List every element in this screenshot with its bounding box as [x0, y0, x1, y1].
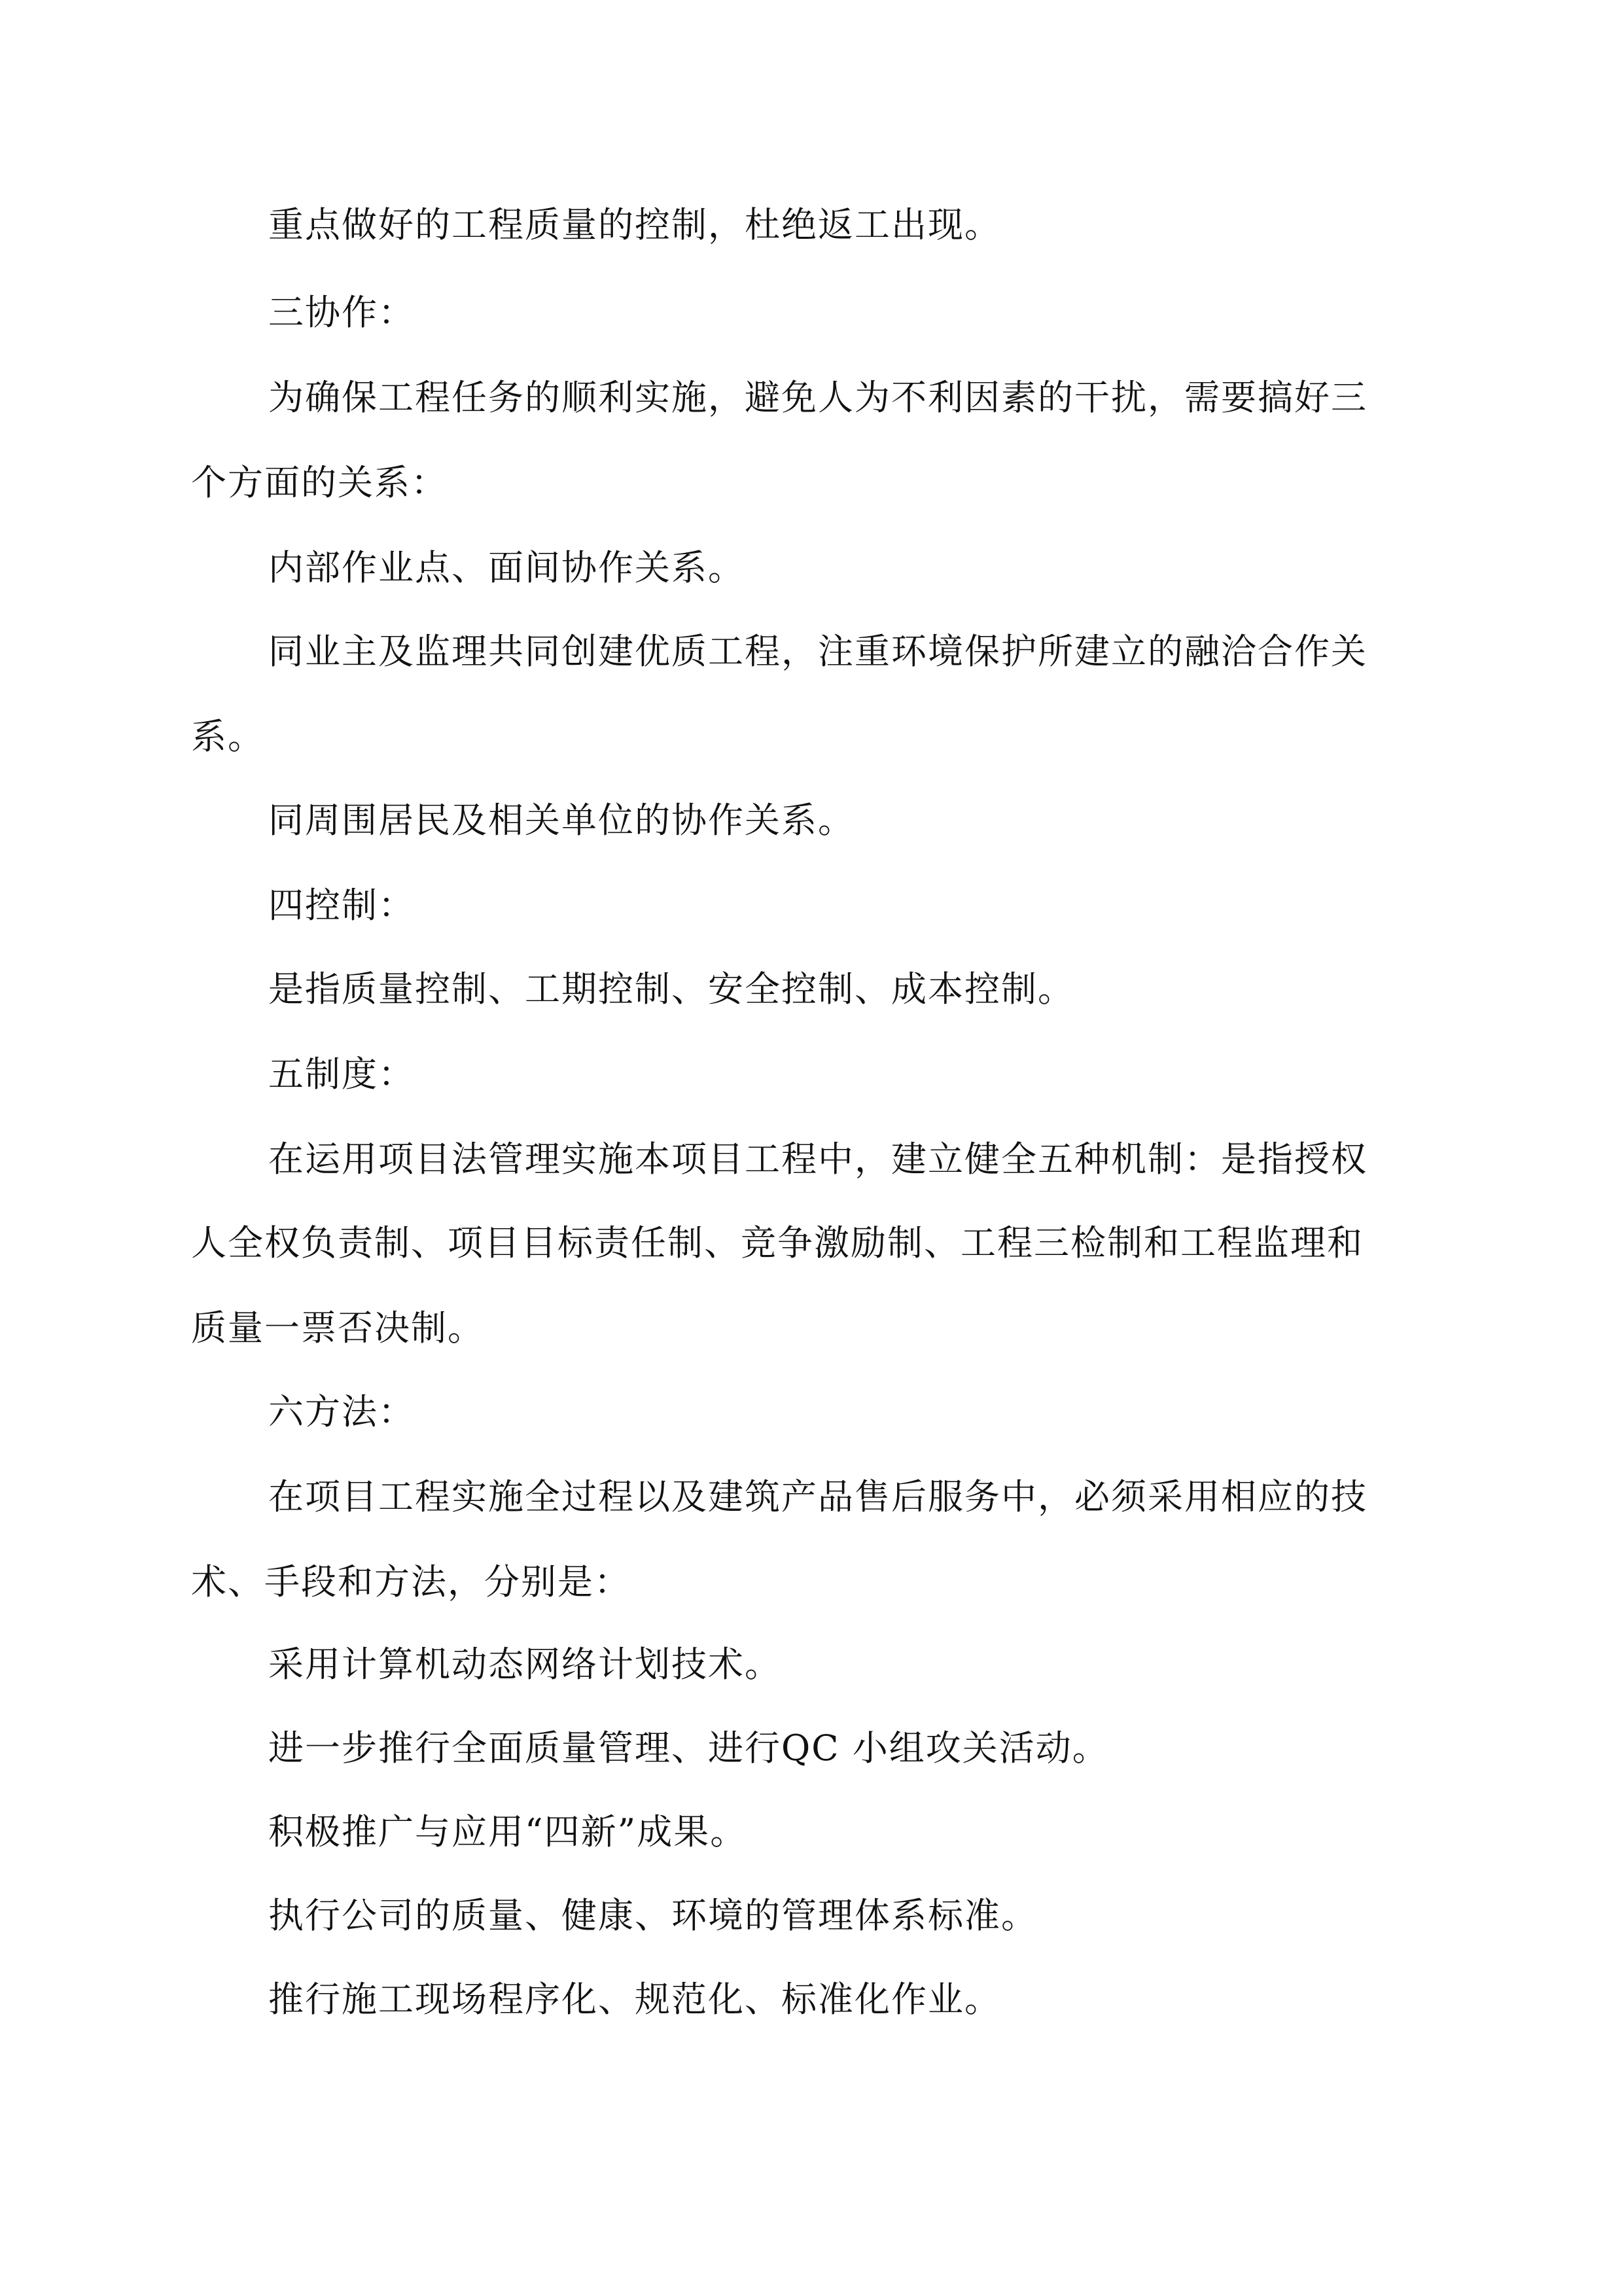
paragraph-owner-cooperation-line-2: 系。 — [191, 716, 264, 757]
heading-four-controls: 四控制： — [268, 885, 415, 926]
list-item-standardized-operation: 推行施工现场程序化、规范化、标准化作业。 — [268, 1979, 1001, 2020]
paragraph-five-systems-line-3: 质量一票否决制。 — [191, 1307, 484, 1349]
list-item-four-new: 积极推广与应用“四新”成果。 — [268, 1811, 747, 1852]
paragraph-owner-cooperation-line-1: 同业主及监理共同创建优质工程，注重环境保护所建立的融洽合作关 — [268, 631, 1368, 672]
list-item-management-system: 执行公司的质量、健康、环境的管理体系标准。 — [268, 1895, 1038, 1936]
paragraph-six-methods-line-1: 在项目工程实施全过程以及建筑产品售后服务中，必须采用相应的技 — [268, 1476, 1368, 1517]
paragraph-five-systems-line-2: 人全权负责制、项目目标责任制、竞争激励制、工程三检制和工程监理和 — [191, 1222, 1364, 1263]
paragraph-internal-cooperation: 内部作业点、面间协作关系。 — [268, 547, 745, 588]
paragraph-cooperation-intro-line-2: 个方面的关系： — [191, 462, 448, 503]
list-item-network-planning: 采用计算机动态网络计划技术。 — [268, 1644, 781, 1685]
paragraph-quality-control: 重点做好的工程质量的控制，杜绝返工出现。 — [268, 204, 1001, 245]
heading-three-cooperation: 三协作： — [268, 292, 415, 333]
paragraph-four-controls: 是指质量控制、工期控制、安全控制、成本控制。 — [268, 968, 1074, 1010]
paragraph-residents-cooperation: 同周围居民及相关单位的协作关系。 — [268, 800, 855, 841]
paragraph-six-methods-line-2: 术、手段和方法，分别是： — [191, 1561, 631, 1602]
paragraph-five-systems-line-1: 在运用项目法管理实施本项目工程中，建立健全五种机制：是指授权 — [268, 1139, 1368, 1180]
paragraph-cooperation-intro-line-1: 为确保工程任务的顺利实施，避免人为不利因素的干扰，需要搞好三 — [268, 377, 1368, 418]
heading-five-systems: 五制度： — [268, 1053, 415, 1095]
list-item-quality-management: 进一步推行全面质量管理、进行QC 小组攻关活动。 — [268, 1727, 1109, 1769]
heading-six-methods: 六方法： — [268, 1391, 415, 1432]
